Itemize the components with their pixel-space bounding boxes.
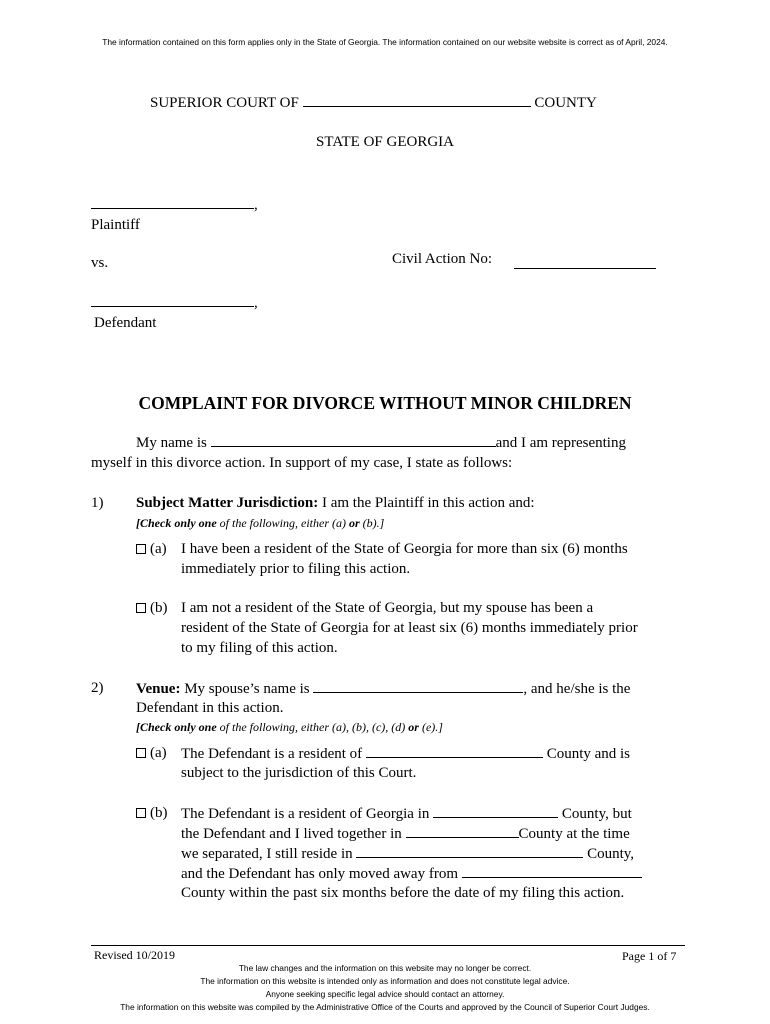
intro-line-2: myself in this divorce action. In support of my case, I state as follows: [91,455,513,471]
moved-away-county-field[interactable] [462,865,642,878]
option-2b-line3-prefix: we separated, I still reside in [181,846,353,862]
instr-check-only-one: [Check only one [136,516,217,530]
page-number: Page 1 of 7 [622,949,677,963]
court-prefix: SUPERIOR COURT OF [150,95,299,111]
footer-divider [91,945,685,946]
checkbox-2b[interactable] [136,808,146,818]
intro-line-1 [136,434,626,452]
option-1b-line-1: I am not a resident of the State of Georgia, but my spouse has been a [181,600,594,616]
section-1-text: I am the Plaintiff in this action and: [318,495,535,511]
comma: , [254,295,258,311]
section-1-instruction [136,516,384,531]
spouse-name-field[interactable] [313,680,523,693]
option-2a-line-1 [181,745,630,763]
option-2b-line2-suffix: County at the time [518,826,630,842]
option-1b-line-2: resident of the State of Georgia for at least six (6) months immediately prior [181,620,638,636]
option-1b-line-3: to my filing of this action. [181,640,338,656]
option-2b-line3-suffix: County, [587,846,635,862]
instr-text: of the following, either (a) [216,516,349,530]
option-marker: (a) [150,541,167,557]
georgia-county-field[interactable] [433,805,558,818]
checkbox-1b[interactable] [136,603,146,613]
option-2b-line-2 [181,825,630,843]
still-reside-county-field[interactable] [356,845,583,858]
option-2b-line-3 [181,845,634,863]
section-2-title: Venue: [136,681,181,697]
document-title: COMPLAINT FOR DIVORCE WITHOUT MINOR CHILDREN [138,393,632,413]
option-2b-line-5: County within the past six months before the date of my filing this action. [181,885,625,901]
section-1-heading [136,495,535,512]
option-2a-prefix: The Defendant is a resident of [181,746,363,762]
defendant-name-line [91,294,258,312]
checkbox-2a[interactable] [136,748,146,758]
section-2-text: My spouse’s name is [180,681,310,697]
instr-text: of the following, either (a), (b), (c), (d) [216,720,409,734]
option-1a-line-2: immediately prior to filing this action. [181,561,411,577]
option-marker: (a) [150,745,167,761]
option-2a-suffix: County and is [546,746,631,762]
option-2b-line1-prefix: The Defendant is a resident of Georgia in [181,806,430,822]
civil-action-number-field[interactable] [514,268,656,269]
plaintiff-label: Plaintiff [91,217,140,233]
court-line [150,94,597,112]
section-2-text-tail: , and he/she is the [523,681,631,697]
comma: , [254,197,258,213]
option-2b-line-4 [181,865,642,883]
plaintiff-self-name-field[interactable] [211,434,496,447]
section-2-option-a [136,745,167,762]
header-notice: The information contained on this form applies only in the State of Georgia. The information contained on our website website is correct as of April, 2024. [102,37,668,47]
section-1-number: 1) [91,495,104,511]
defendant-name-field[interactable] [91,294,254,307]
option-2b-line4-prefix: and the Defendant has only moved away from [181,866,458,882]
option-1a-line-1: I have been a resident of the State of Georgia for more than six (6) months [181,541,628,557]
defendant-label: Defendant [94,315,157,331]
section-2-line-2: Defendant in this action. [136,700,284,716]
option-marker: (b) [150,805,168,821]
intro-prefix: My name is [136,435,207,451]
footer-note-2: The information on this website is intended only as information and does not constitute legal advice. [200,976,570,986]
option-2b-line1-suffix: County, but [561,806,632,822]
state-line: STATE OF GEORGIA [316,134,454,150]
civil-action-label: Civil Action No: [392,251,493,267]
section-2-number: 2) [91,680,104,696]
instr-check-only-one: [Check only one [136,720,217,734]
section-1-option-a [136,541,167,558]
footer-note-3: Anyone seeking specific legal advice should contact an attorney. [265,989,505,999]
checkbox-1a[interactable] [136,544,146,554]
revised-date: Revised 10/2019 [94,948,175,962]
court-suffix: COUNTY [534,95,597,111]
option-2b-line-1 [181,805,632,823]
instr-or: or [408,720,419,734]
footer-note-4: The information on this website was compiled by the Administrative Office of the Courts and approved by the Council of Superior Court Judges. [120,1002,650,1012]
section-1-title: Subject Matter Jurisdiction: [136,495,319,511]
plaintiff-name-field[interactable] [91,196,254,209]
section-2-option-b [136,805,168,822]
option-2a-line-2: subject to the jurisdiction of this Court. [181,765,417,781]
section-1-option-b [136,600,168,617]
defendant-county-field[interactable] [366,745,543,758]
county-name-field[interactable] [303,94,531,107]
vs-label: vs. [91,255,109,271]
instr-or: or [349,516,360,530]
footer-note-1: The law changes and the information on this website may no longer be correct. [238,963,532,973]
option-marker: (b) [150,600,168,616]
section-2-instruction [136,720,443,735]
option-2b-line2-prefix: the Defendant and I lived together in [181,826,402,842]
plaintiff-name-line [91,196,258,214]
instr-text-end: (e).] [418,720,443,734]
lived-together-county-field[interactable] [406,825,519,838]
intro-suffix: and I am representing [495,435,626,451]
section-2-heading [136,680,630,698]
instr-text-end: (b).] [359,516,385,530]
